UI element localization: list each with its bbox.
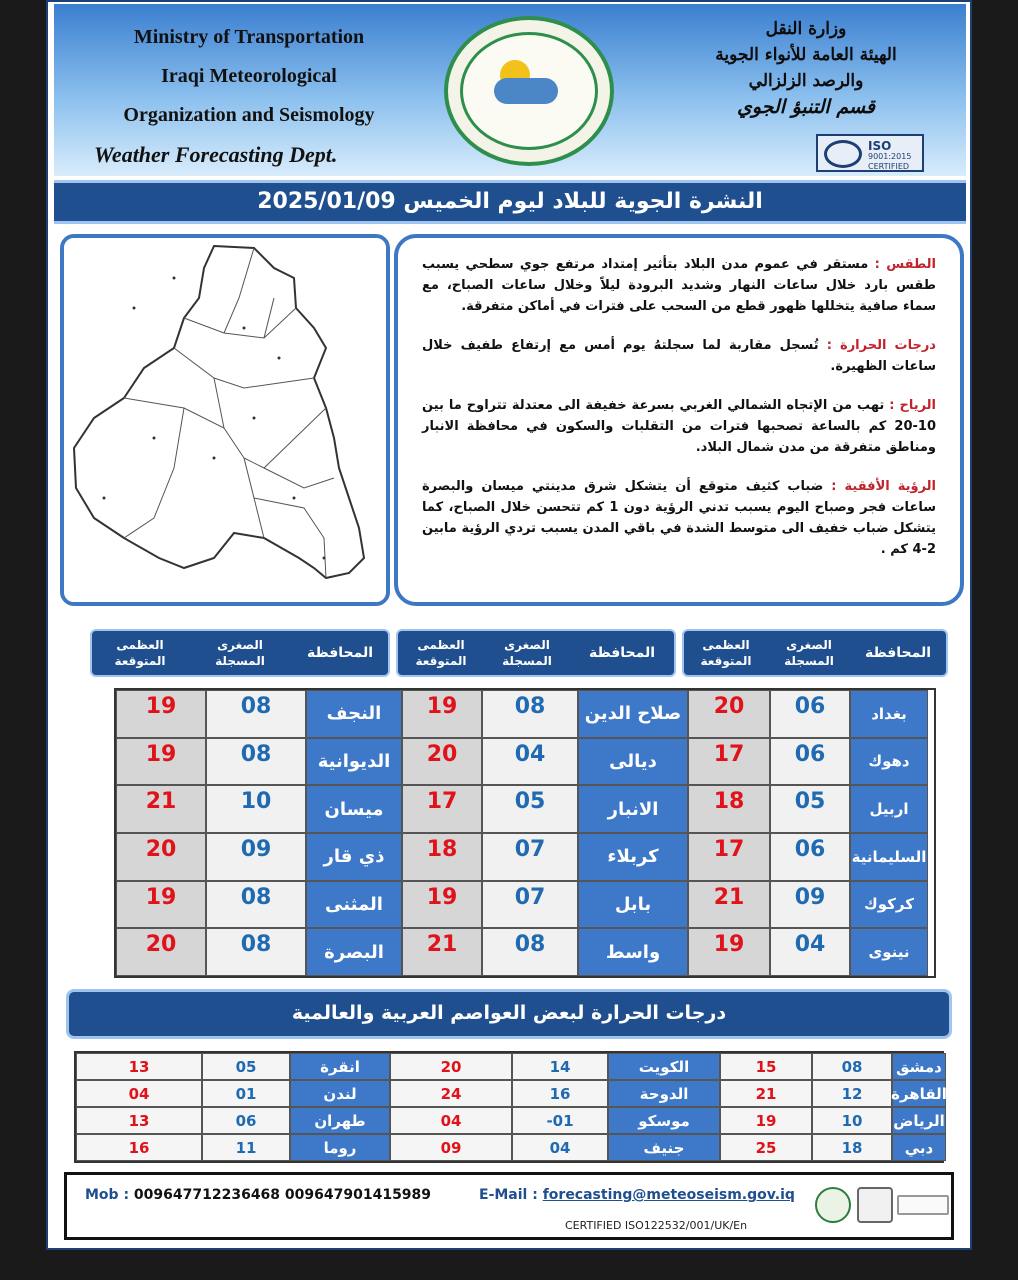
capital-name-cell: الكويت [608, 1053, 720, 1080]
capital-name-cell: روما [290, 1134, 390, 1161]
header-min [484, 637, 570, 669]
capital-min-cell: 18 [812, 1134, 892, 1161]
table-header-group-3 [90, 629, 390, 677]
min-temp-cell: 08 [482, 690, 578, 738]
max-temp-cell: 19 [402, 690, 482, 738]
capital-name-cell: طهران [290, 1107, 390, 1134]
forecast-text-panel [394, 234, 964, 606]
header-max-line2: المتوقعة [415, 654, 467, 668]
capital-max-cell: 25 [720, 1134, 812, 1161]
province-name-cell: صلاح الدين [578, 690, 688, 738]
ar-dept: قسم التنبؤ الجوي [736, 96, 875, 118]
province-temperature-table [114, 688, 936, 978]
max-temp-cell: 21 [116, 785, 206, 833]
min-temp-cell: 08 [206, 928, 306, 976]
header-province: المحافظة [864, 645, 932, 661]
capital-min-cell: 11 [202, 1134, 290, 1161]
header-min-line2: المسجلة [784, 654, 834, 668]
email-label: E-Mail : [479, 1187, 538, 1203]
capital-name-cell: دمشق [892, 1053, 946, 1080]
en-line-1: Ministry of Transportation [133, 26, 365, 48]
capital-min-cell: 14 [512, 1053, 608, 1080]
ar-line-1: وزارة النقل [765, 19, 847, 39]
iso-label: ISO [868, 139, 892, 153]
header-min-line1: الصغرى [217, 638, 263, 652]
header-min-line2: المسجلة [502, 654, 552, 668]
table-header-group-1 [682, 629, 948, 677]
wind-label: الرياح : [889, 398, 937, 413]
map-outline-icon [64, 238, 386, 602]
accreditation-icon [857, 1187, 893, 1223]
capital-min-cell: 10 [812, 1107, 892, 1134]
min-temp-cell: 05 [482, 785, 578, 833]
min-temp-cell: 05 [770, 785, 850, 833]
min-temp-cell: 06 [770, 738, 850, 786]
ar-line-2: الهيئة العامة للأنواء الجوية [715, 45, 897, 65]
header-max [684, 637, 768, 669]
wind-text: تهب من الإتجاه الشمالي الغربي بسرعة خفيفة الى معتدلة تتراوح ما بين 10-20 كم بالساعة تصحبها فترات من التقلبات والسكون في محافظة الانبار ومناطق متفرقة من مدن شمال البلاد. [422, 398, 936, 455]
min-temp-cell: 06 [770, 833, 850, 881]
mobile-contact [85, 1187, 431, 1203]
min-temp-cell: 04 [482, 738, 578, 786]
min-temp-cell: 06 [770, 690, 850, 738]
header-max-line1: العظمى [116, 638, 164, 652]
bulletin-title: النشرة الجوية للبلاد ليوم الخميس 2025/01/09 [54, 180, 966, 224]
min-temp-cell: 08 [206, 738, 306, 786]
province-name-cell: دهوك [850, 738, 928, 786]
bulletin-page [46, 0, 972, 1250]
min-temp-cell: 04 [770, 928, 850, 976]
min-temp-cell: 09 [770, 881, 850, 929]
mobile-numbers: 009647712236468 009647901415989 [133, 1187, 432, 1203]
table-header-group-2 [396, 629, 676, 677]
capital-max-cell: 04 [390, 1107, 512, 1134]
max-temp-cell: 17 [688, 738, 770, 786]
temperature-text: تُسجل مقاربة لما سجلتهُ يوم أمس مع إرتفاع طفيف خلال ساعات الظهيرة. [422, 338, 936, 374]
max-temp-cell: 20 [116, 833, 206, 881]
max-temp-cell: 21 [688, 881, 770, 929]
header-banner [54, 4, 966, 176]
max-temp-cell: 19 [402, 881, 482, 929]
header-min-line1: الصغرى [786, 638, 832, 652]
header-max [398, 637, 484, 669]
weather-paragraph [422, 254, 936, 317]
min-temp-cell: 08 [482, 928, 578, 976]
header-max-line2: المتوقعة [114, 654, 166, 668]
max-temp-cell: 17 [402, 785, 482, 833]
province-name-cell: البصرة [306, 928, 402, 976]
max-temp-cell: 20 [116, 928, 206, 976]
max-temp-cell: 18 [688, 785, 770, 833]
weather-text: مستقر في عموم مدن البلاد بتأثير إمتداد مرتفع جوي سطحي يسبب طقس بارد خلال ساعات النهار وشديد البرودة ليلاً وخلال ساعات الصباح، مع سماء صافية يتخللها ظهور قطع من السحب على فترات في أماكن متفرقة. [422, 257, 936, 314]
arabic-org-name [676, 16, 936, 120]
capital-min-cell: 06 [202, 1107, 290, 1134]
capital-min-cell: -01 [512, 1107, 608, 1134]
capital-max-cell: 15 [720, 1053, 812, 1080]
province-name-cell: النجف [306, 690, 402, 738]
max-temp-cell: 19 [116, 881, 206, 929]
capital-name-cell: موسكو [608, 1107, 720, 1134]
max-temp-cell: 19 [116, 738, 206, 786]
header-province: المحافظة [306, 645, 374, 661]
visibility-text: ضباب كثيف متوقع أن يتشكل شرق مدينتي ميسان والبصرة ساعات فجر وصباح اليوم يسبب تدني الرؤية دون 1 كم تتحسن خلال الصباح، كما يتشكل ضباب خفيف الى متوسط الشدة في باقي المدن يسبب تردي الرؤية مابين 2-4 كم . [422, 479, 936, 557]
header-max-line1: العظمى [702, 638, 750, 652]
capital-min-cell: 16 [512, 1080, 608, 1107]
certification-text: CERTIFIED ISO122532/001/UK/En [565, 1219, 748, 1232]
capital-max-cell: 19 [720, 1107, 812, 1134]
capital-max-cell: 24 [390, 1080, 512, 1107]
province-name-cell: نينوى [850, 928, 928, 976]
min-temp-cell: 10 [206, 785, 306, 833]
min-temp-cell: 09 [206, 833, 306, 881]
capital-name-cell: الدوحة [608, 1080, 720, 1107]
capital-max-cell: 04 [76, 1080, 202, 1107]
certification-logo-icon [897, 1195, 949, 1215]
iso-sub: 9001:2015 CERTIFIED [868, 152, 912, 171]
min-temp-cell: 07 [482, 881, 578, 929]
email-contact [479, 1187, 795, 1203]
header-max-line1: العظمى [417, 638, 465, 652]
min-temp-cell: 08 [206, 881, 306, 929]
wind-paragraph [422, 395, 936, 458]
max-temp-cell: 19 [688, 928, 770, 976]
capital-name-cell: لندن [290, 1080, 390, 1107]
capital-min-cell: 12 [812, 1080, 892, 1107]
capital-min-cell: 04 [512, 1134, 608, 1161]
capitals-title: درجات الحرارة لبعض العواصم العربية والعالمية [66, 989, 952, 1039]
capital-max-cell: 09 [390, 1134, 512, 1161]
header-min [768, 637, 850, 669]
capital-name-cell: جنيف [608, 1134, 720, 1161]
en-dept: Weather Forecasting Dept. [94, 142, 338, 167]
max-temp-cell: 20 [688, 690, 770, 738]
capital-max-cell: 13 [76, 1107, 202, 1134]
iraq-map [60, 234, 390, 606]
contact-footer [64, 1172, 954, 1240]
weather-label: الطقس : [874, 257, 936, 272]
capital-name-cell: الرياض [892, 1107, 946, 1134]
min-temp-cell: 08 [206, 690, 306, 738]
capital-min-cell: 08 [812, 1053, 892, 1080]
capital-name-cell: انقرة [290, 1053, 390, 1080]
max-temp-cell: 19 [116, 690, 206, 738]
min-temp-cell: 07 [482, 833, 578, 881]
en-line-2: Iraqi Meteorological [161, 65, 337, 87]
province-name-cell: الديوانية [306, 738, 402, 786]
province-name-cell: واسط [578, 928, 688, 976]
visibility-paragraph [422, 476, 936, 560]
province-name-cell: السليمانية [850, 833, 928, 881]
iso-check-icon [824, 140, 862, 168]
header-min [188, 637, 292, 669]
seal-icon [815, 1187, 851, 1223]
header-max-line2: المتوقعة [700, 654, 752, 668]
capital-max-cell: 16 [76, 1134, 202, 1161]
capital-max-cell: 13 [76, 1053, 202, 1080]
province-name-cell: ميسان [306, 785, 402, 833]
max-temp-cell: 17 [688, 833, 770, 881]
organization-logo [444, 16, 614, 166]
max-temp-cell: 21 [402, 928, 482, 976]
header-max [92, 637, 188, 669]
capital-min-cell: 01 [202, 1080, 290, 1107]
max-temp-cell: 18 [402, 833, 482, 881]
capitals-temperature-table [74, 1051, 947, 1163]
ar-line-3: والرصد الزلزالي [748, 71, 864, 91]
province-name-cell: ديالى [578, 738, 688, 786]
province-name-cell: بغداد [850, 690, 928, 738]
temperature-paragraph [422, 335, 936, 377]
header-min-line2: المسجلة [215, 654, 265, 668]
capital-name-cell: القاهرة [892, 1080, 946, 1107]
english-org-name [84, 18, 414, 174]
province-name-cell: اربيل [850, 785, 928, 833]
header-province: المحافظة [588, 645, 656, 661]
iso-badge [816, 134, 924, 172]
header-min-line1: الصغرى [504, 638, 550, 652]
capital-name-cell: دبي [892, 1134, 946, 1161]
mobile-label: Mob : [85, 1187, 130, 1203]
visibility-label: الرؤية الأفقية : [831, 479, 936, 494]
email-link[interactable]: forecasting@meteoseism.gov.iq [542, 1187, 795, 1203]
max-temp-cell: 20 [402, 738, 482, 786]
temperature-label: درجات الحرارة : [826, 338, 936, 353]
province-name-cell: المثنى [306, 881, 402, 929]
capital-max-cell: 20 [390, 1053, 512, 1080]
province-name-cell: ذي قار [306, 833, 402, 881]
en-line-3: Organization and Seismology [123, 104, 375, 126]
capital-max-cell: 21 [720, 1080, 812, 1107]
capital-min-cell: 05 [202, 1053, 290, 1080]
province-name-cell: كركوك [850, 881, 928, 929]
province-name-cell: بابل [578, 881, 688, 929]
province-name-cell: الانبار [578, 785, 688, 833]
cloud-icon [494, 78, 558, 104]
province-name-cell: كربلاء [578, 833, 688, 881]
